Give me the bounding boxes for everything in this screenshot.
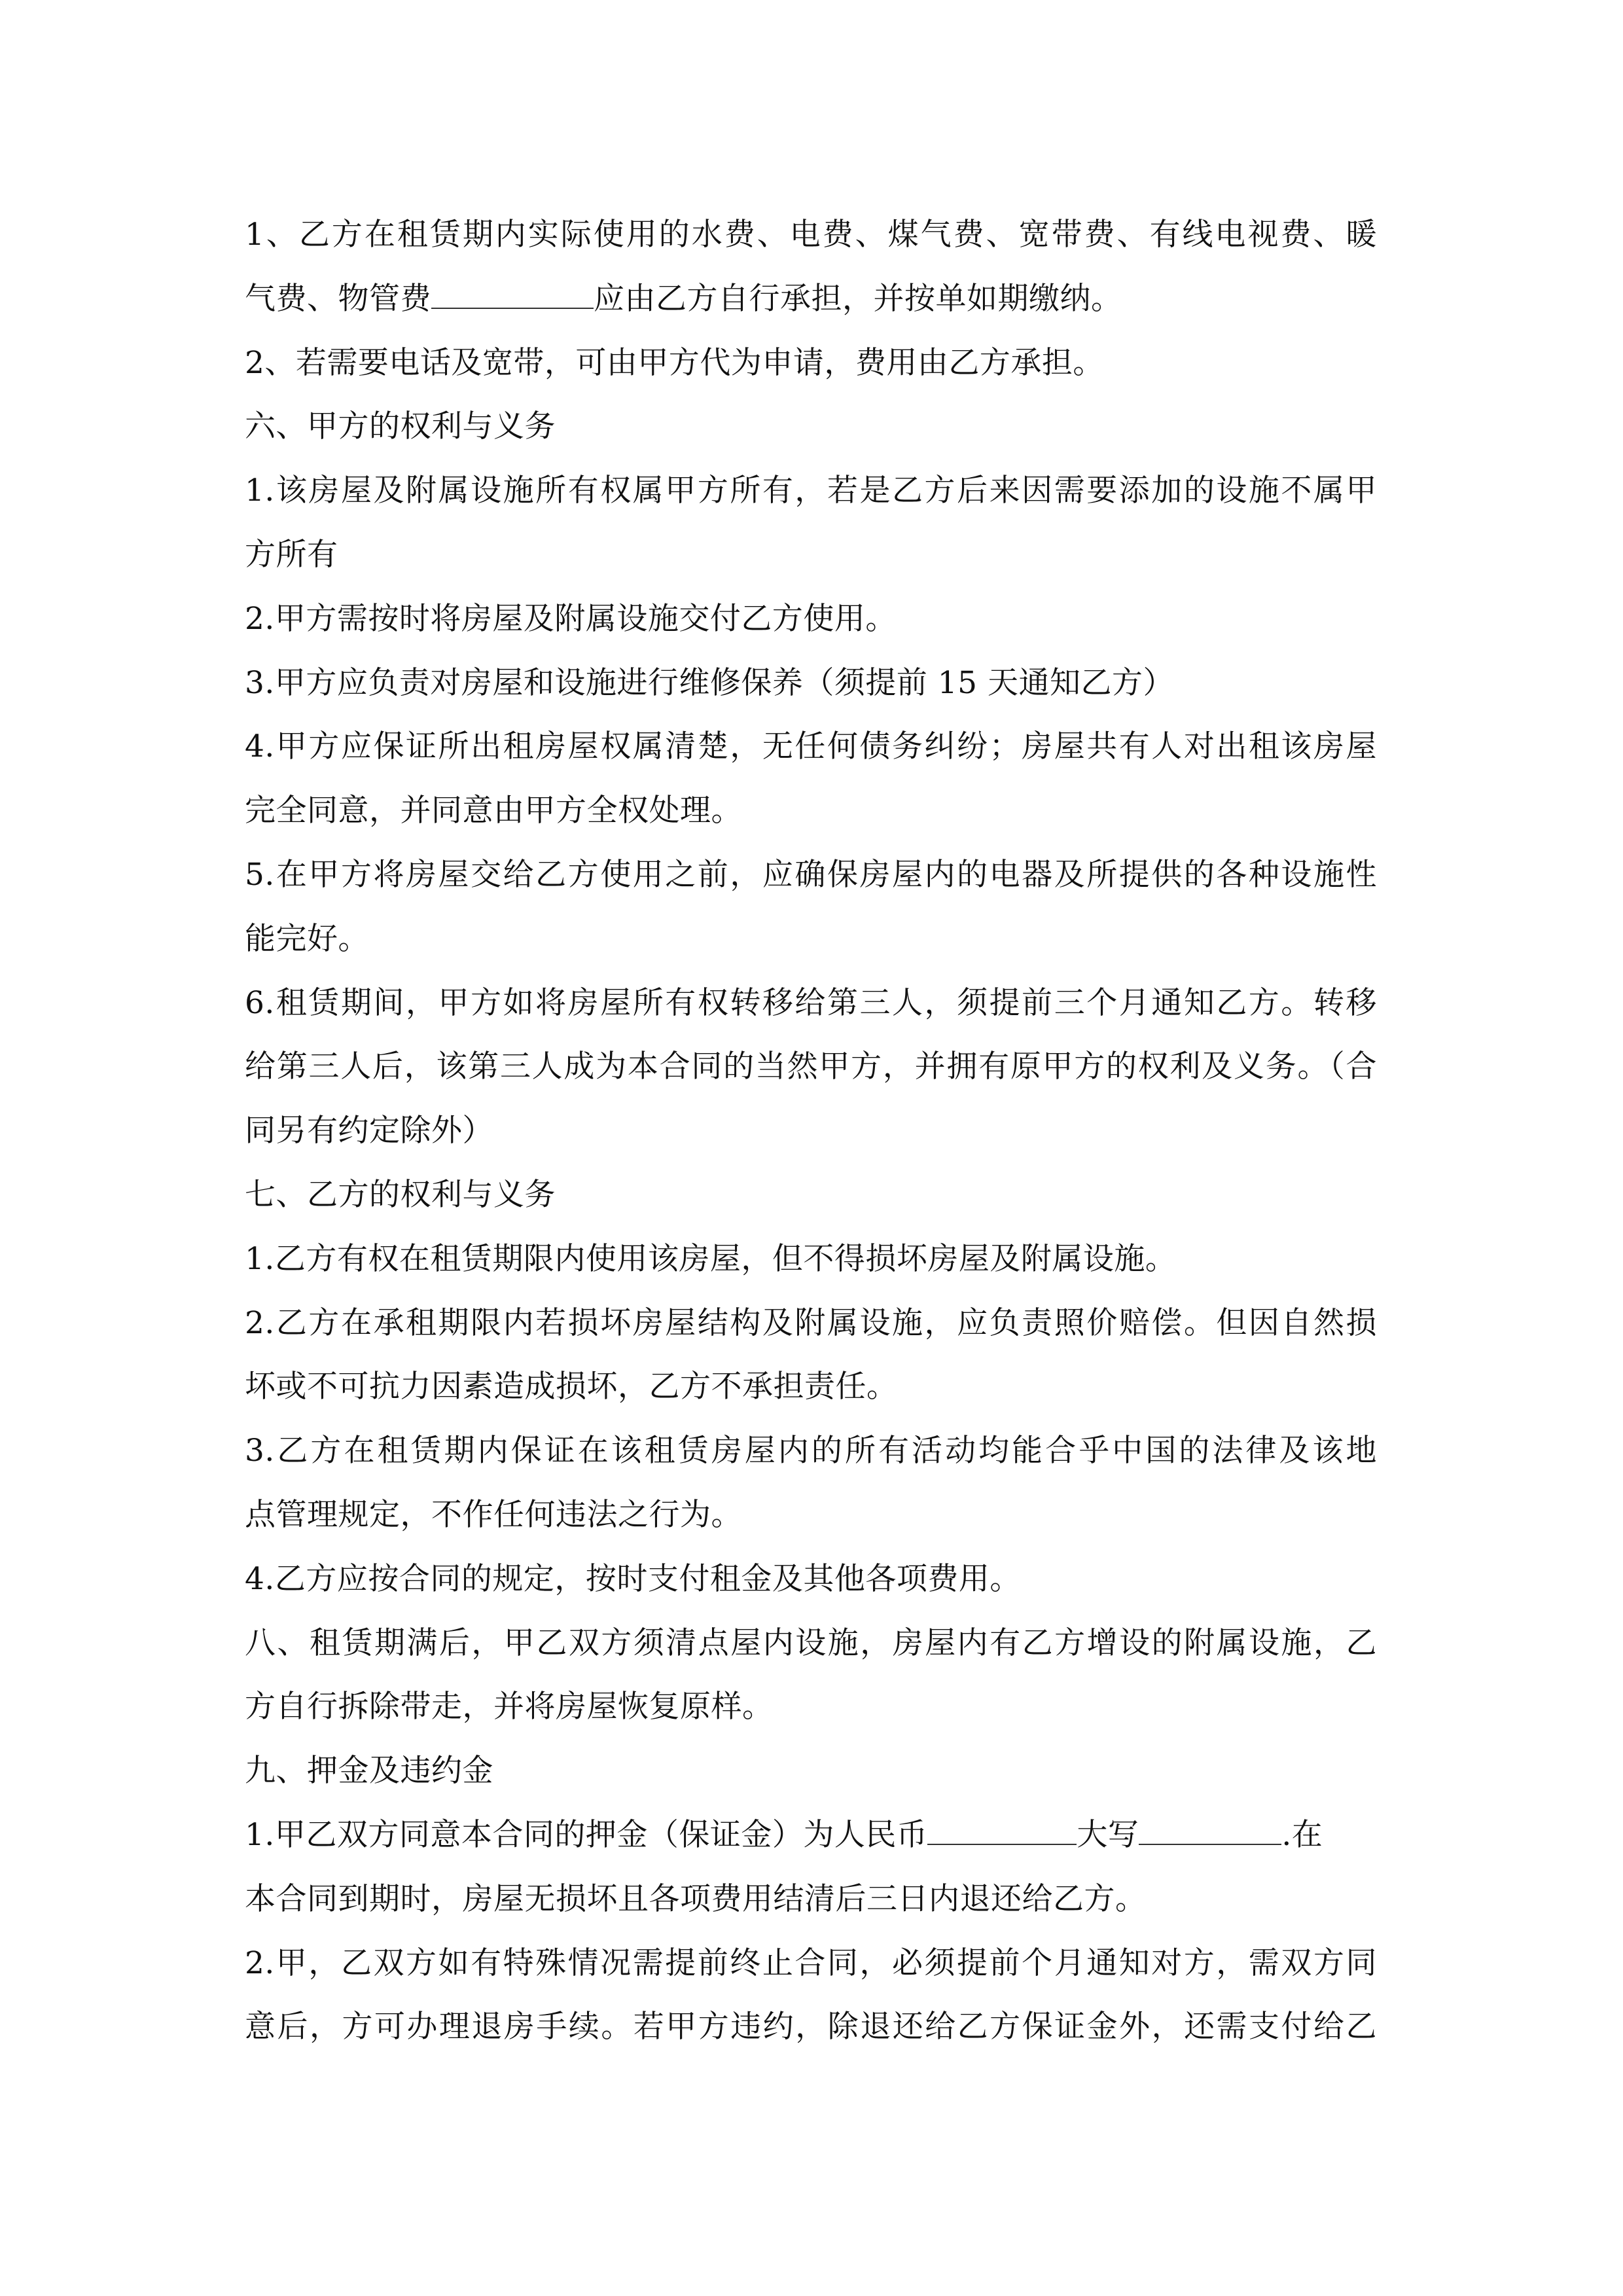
- text-line: 意后，方可办理退房手续。若甲方违约，除退还给乙方保证金外，还需支付给乙: [245, 2009, 1377, 2045]
- text-line: 本合同到期时，房屋无损坏且各项费用结清后三日内退还给乙方。: [245, 1880, 1147, 1917]
- section-heading: 六、甲方的权利与义务: [245, 408, 556, 445]
- text-line: 点管理规定，不作任何违法之行为。: [245, 1496, 742, 1533]
- text-line: 3.乙方在租赁期内保证在该租赁房屋内的所有活动均能合乎中国的法律及该地: [245, 1433, 1377, 1469]
- text-line: 4.甲方应保证所出租房屋权属清楚，无任何债务纠纷；房屋共有人对出租该房屋: [245, 728, 1377, 765]
- fill-in-blank: [1139, 1818, 1281, 1845]
- text-line: 6.租赁期间，甲方如将房屋所有权转移给第三人，须提前三个月通知乙方。转移: [245, 984, 1377, 1021]
- section-heading: 八、租赁期满后，甲乙双方须清点屋内设施，房屋内有乙方增设的附属设施，乙: [245, 1624, 1377, 1661]
- text-line: 3.甲方应负责对房屋和设施进行维修保养（须提前 15 天通知乙方）: [245, 664, 1175, 701]
- fill-in-blank: [431, 281, 594, 309]
- text-fragment: 1.甲乙双方同意本合同的押金（保证金）为人民币: [245, 1816, 928, 1853]
- section-heading: 九、押金及违约金: [245, 1753, 493, 1789]
- text-line: 2.乙方在承租期限内若损坏房屋结构及附属设施，应负责照价赔偿。但因自然损: [245, 1304, 1377, 1341]
- text-line: [245, 267, 1377, 331]
- text-line: 完全同意，并同意由甲方全权处理。: [245, 793, 742, 829]
- text-fragment: 大写: [1077, 1816, 1139, 1853]
- contract-body: [245, 203, 1377, 2059]
- text-line: 5.在甲方将房屋交给乙方使用之前，应确保房屋内的电器及所提供的各种设施性: [245, 856, 1377, 893]
- text-line: 给第三人后，该第三人成为本合同的当然甲方，并拥有原甲方的权利及义务。（合: [245, 1049, 1377, 1085]
- text-line: 2、若需要电话及宽带，可由甲方代为申请，费用由乙方承担。: [245, 344, 1104, 381]
- text-fragment: 气费、物管费: [245, 280, 431, 317]
- text-line: 1.乙方有权在租赁期限内使用该房屋，但不得损坏房屋及附属设施。: [245, 1240, 1177, 1277]
- text-line: 1.该房屋及附属设施所有权属甲方所有，若是乙方后来因需要添加的设施不属甲: [245, 473, 1377, 509]
- text-fragment: .在: [1281, 1816, 1323, 1853]
- text-line: 2.甲，乙双方如有特殊情况需提前终止合同，必须提前个月通知对方，需双方同: [245, 1945, 1377, 1981]
- fill-in-blank: [927, 1818, 1077, 1845]
- text-fragment: 应由乙方自行承担，并按单如期缴纳。: [594, 280, 1122, 317]
- text-line: 坏或不可抗力因素造成损坏，乙方不承担责任。: [245, 1369, 898, 1405]
- section-heading: 七、乙方的权利与义务: [245, 1176, 556, 1213]
- text-line: 方所有: [245, 536, 338, 573]
- text-line: 2.甲方需按时将房屋及附属设施交付乙方使用。: [245, 600, 897, 637]
- text-line: 4.乙方应按合同的规定，按时支付租金及其他各项费用。: [245, 1560, 1021, 1597]
- text-line: 同另有约定除外）: [245, 1113, 493, 1149]
- text-line: [245, 1803, 1377, 1867]
- text-line: 方自行拆除带走，并将房屋恢复原样。: [245, 1689, 774, 1725]
- text-line: 能完好。: [245, 920, 369, 957]
- text-line: 1、乙方在租赁期内实际使用的水费、电费、煤气费、宽带费、有线电视费、暖: [245, 217, 1377, 253]
